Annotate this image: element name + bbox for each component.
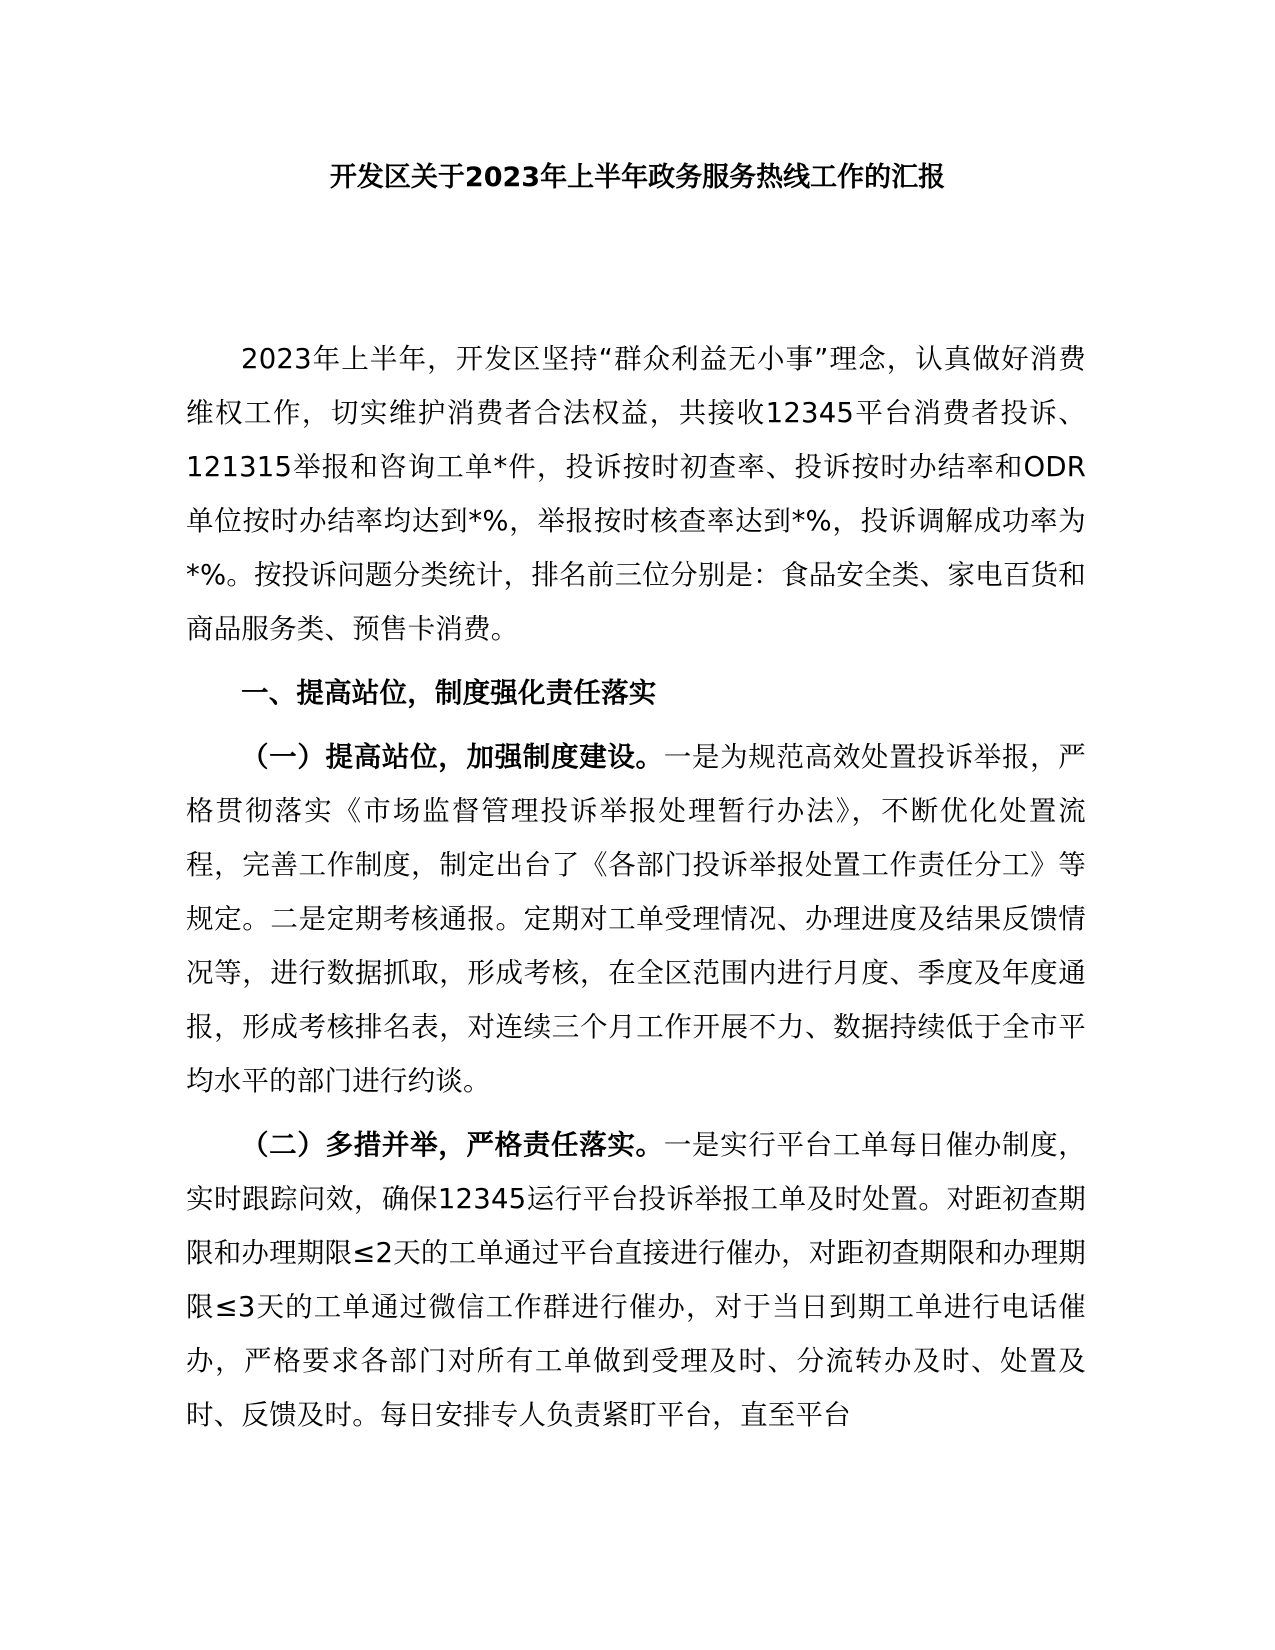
subsection-paragraph-1 bbox=[186, 730, 1086, 1108]
intro-paragraph: 2023年上半年，开发区坚持“群众利益无小事”理念，认真做好消费维权工作，切实维护消费者合法权益，共接收12345平台消费者投诉、121315举报和咨询工单*件，投诉按时初查率、投诉按时办结率和ODR单位按时办结率均达到*%，举报按时核查率达到*%，投诉调解成功率为*%。按投诉问题分类统计，排名前三位分别是：食品安全类、家电百货和商品服务类、预售卡消费。 bbox=[186, 343, 1086, 645]
section-heading-1: 一、提高站位，制度强化责任落实 bbox=[241, 677, 657, 709]
document-title: 开发区关于2023年上半年政务服务热线工作的汇报 bbox=[329, 162, 946, 193]
subsection-text-2: 一是实行平台工单每日催办制度，实时跟踪问效，确保12345运行平台投诉举报工单及时处置。对距初查期限和办理期限≤2天的工单通过平台直接进行催办，对距初查期限和办理期限≤3天的工单通过微信工作群进行催办，对于当日到期工单进行电话催办，严格要求各部门对所有工单做到受理及时、分流转办及时、处置及时、反馈及时。每日安排专人负责紧盯平台，直至平台 bbox=[186, 1129, 1087, 1431]
document-body bbox=[186, 332, 1086, 1452]
subsection-text-1: 一是为规范高效处置投诉举报，严格贯彻落实《市场监督管理投诉举报处理暂行办法》，不断优化处置流程，完善工作制度，制定出台了《各部门投诉举报处置工作责任分工》等规定。二是定期考核通报。定期对工单受理情况、办理进度及结果反馈情况等，进行数据抓取，形成考核，在全区范围内进行月度、季度及年度通报，形成考核排名表，对连续三个月工作开展不力、数据持续低于全市平均水平的部门进行约谈。 bbox=[186, 741, 1087, 1097]
subsection-lead-1: （一）提高站位，加强制度建设。 bbox=[241, 741, 664, 773]
subsection-paragraph-2 bbox=[186, 1118, 1086, 1442]
subsection-lead-2: （二）多措并举，严格责任落实。 bbox=[241, 1129, 664, 1161]
